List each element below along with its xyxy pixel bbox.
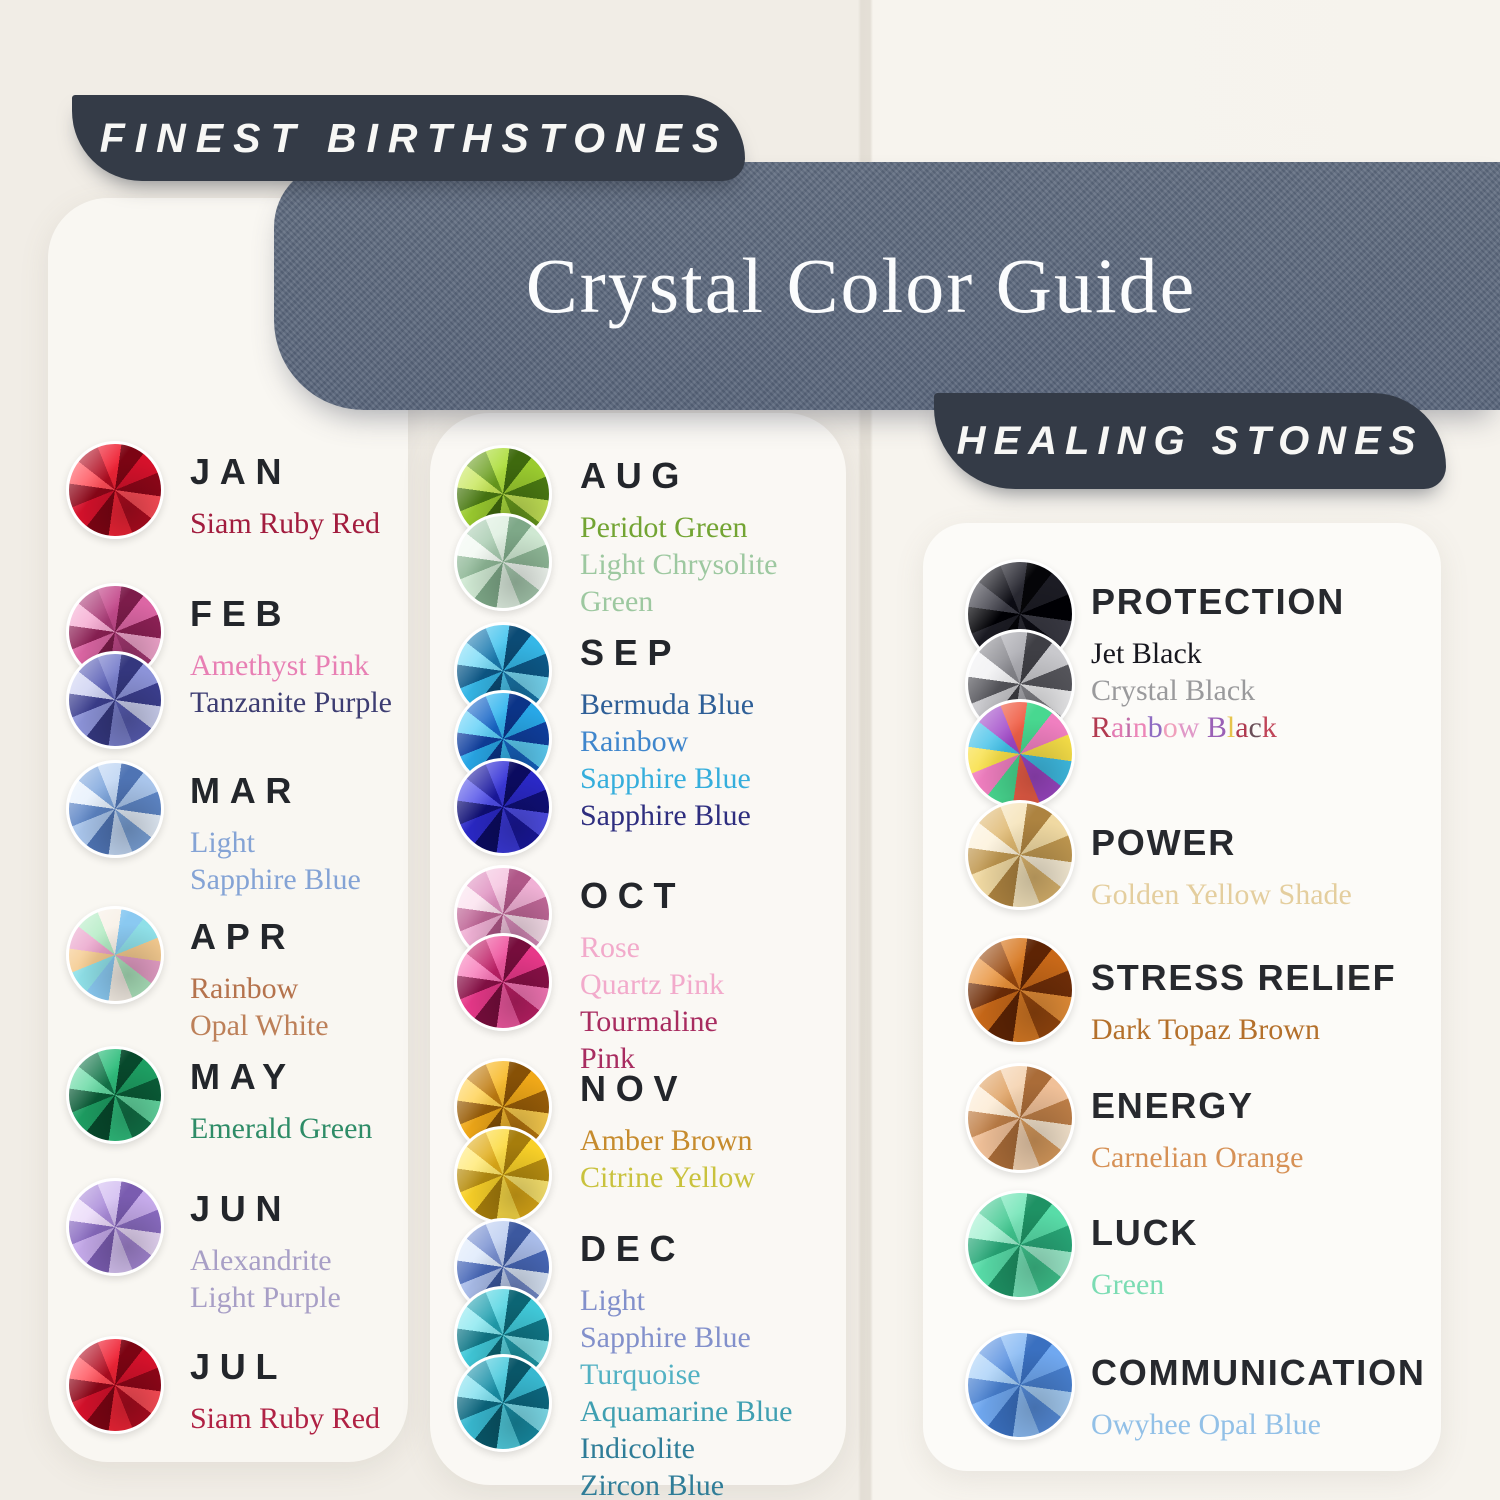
owyhee-opal-blue-gem-icon bbox=[965, 1330, 1075, 1440]
gem-stack bbox=[66, 1178, 164, 1276]
month-label: JUN bbox=[190, 1188, 292, 1229]
stone-name: Alexandrite bbox=[190, 1244, 332, 1277]
finest-birthstones-ribbon-label: FINEST BIRTHSTONES bbox=[99, 114, 730, 161]
month-label: FEB bbox=[190, 593, 292, 634]
stone-name: Light bbox=[190, 826, 255, 859]
stone-name: Light Chrysolite bbox=[580, 548, 778, 581]
stone-name: Aquamarine Blue bbox=[580, 1395, 793, 1428]
gem-stack bbox=[66, 1046, 164, 1144]
emerald-green-gem-icon bbox=[66, 1046, 164, 1144]
gem-stack bbox=[965, 935, 1075, 1045]
gem-stack bbox=[965, 800, 1075, 910]
birthstone-entry-jul bbox=[66, 1336, 380, 1439]
healing-label: LUCK bbox=[1091, 1212, 1199, 1253]
healing-stones-ribbon bbox=[934, 393, 1446, 489]
birthstone-entry-dec bbox=[454, 1218, 792, 1500]
gem-stack bbox=[454, 622, 552, 856]
gem-stack bbox=[454, 445, 552, 611]
birthstone-entry-aug bbox=[454, 445, 778, 622]
stone-name: Emerald Green bbox=[190, 1112, 373, 1145]
healing-label: STRESS RELIEF bbox=[1091, 957, 1397, 998]
gem-stack bbox=[454, 1058, 552, 1224]
siam-ruby-red-gem-icon bbox=[66, 441, 164, 539]
month-label: SEP bbox=[580, 632, 682, 673]
gem-stack bbox=[66, 1336, 164, 1434]
healing-entry-stress-relief bbox=[965, 935, 1396, 1050]
stone-name: Citrine Yellow bbox=[580, 1161, 756, 1194]
stone-name: Peridot Green bbox=[580, 511, 748, 544]
stone-name: Indicolite bbox=[580, 1432, 695, 1465]
birthstone-entry-jan bbox=[66, 441, 380, 544]
month-label: MAR bbox=[190, 770, 302, 811]
month-label: JAN bbox=[190, 451, 292, 492]
stone-name: Sapphire Blue bbox=[580, 762, 751, 795]
gem-stack bbox=[965, 1190, 1075, 1300]
gem-stack bbox=[66, 906, 164, 1004]
stone-name: Jet Black bbox=[1091, 637, 1202, 670]
stone-name: Tourmaline bbox=[580, 1005, 718, 1038]
stone-name: Quartz Pink bbox=[580, 968, 725, 1001]
tourmaline-pink-gem-icon bbox=[454, 933, 552, 1031]
birthstone-entry-jun bbox=[66, 1178, 341, 1318]
gem-stack bbox=[454, 1218, 552, 1452]
stone-name: Rainbow bbox=[580, 725, 689, 758]
healing-entry-communication bbox=[965, 1330, 1426, 1445]
stone-name: Sapphire Blue bbox=[580, 799, 751, 832]
healing-entry-energy bbox=[965, 1063, 1303, 1178]
gem-stack bbox=[965, 1063, 1075, 1173]
stone-name: Amber Brown bbox=[580, 1124, 753, 1157]
aquamarine-blue-gem-icon bbox=[454, 1354, 552, 1452]
stone-name: Dark Topaz Brown bbox=[1091, 1013, 1320, 1046]
birthstone-entry-apr bbox=[66, 906, 329, 1046]
healing-label: POWER bbox=[1091, 822, 1237, 863]
birthstones-panel-mid bbox=[430, 413, 846, 1500]
stone-name: Owyhee Opal Blue bbox=[1091, 1408, 1321, 1441]
stone-name: Crystal Black bbox=[1091, 674, 1256, 707]
gem-stack bbox=[66, 760, 164, 858]
gem-stack bbox=[66, 583, 164, 749]
rainbow-opal-white-gem-icon bbox=[66, 906, 164, 1004]
carnelian-orange-gem-icon bbox=[965, 1063, 1075, 1173]
luck-green-gem-icon bbox=[965, 1190, 1075, 1300]
month-label: NOV bbox=[580, 1068, 688, 1109]
month-label: APR bbox=[190, 916, 296, 957]
citrine-yellow-gem-icon bbox=[454, 1126, 552, 1224]
healing-label: PROTECTION bbox=[1091, 581, 1346, 622]
stone-name: Rose bbox=[580, 931, 640, 964]
stone-name: Bermuda Blue bbox=[580, 688, 755, 721]
gem-stack bbox=[66, 441, 164, 539]
golden-yellow-gem-icon bbox=[965, 800, 1075, 910]
stone-name: Green bbox=[580, 585, 654, 618]
stone-name: Green bbox=[1091, 1268, 1165, 1301]
rainbow-black-gem-icon bbox=[965, 699, 1075, 809]
finest-birthstones-ribbon bbox=[72, 95, 745, 181]
title-banner bbox=[274, 162, 1500, 410]
healing-entry-power bbox=[965, 800, 1352, 915]
healing-label: ENERGY bbox=[1091, 1085, 1254, 1126]
stone-name: Sapphire Blue bbox=[190, 863, 361, 896]
stone-name: Opal White bbox=[190, 1009, 329, 1042]
alexandrite-light-purple-gem-icon bbox=[66, 1178, 164, 1276]
healing-stones-panel bbox=[923, 523, 1441, 1471]
healing-label: COMMUNICATION bbox=[1091, 1352, 1426, 1393]
stone-name: Tanzanite Purple bbox=[190, 686, 392, 719]
stone-name: Pink bbox=[580, 1042, 636, 1075]
month-label: MAY bbox=[190, 1056, 296, 1097]
stone-name: Rainbow bbox=[190, 972, 299, 1005]
stone-name: Amethyst Pink bbox=[190, 649, 370, 682]
stone-name: Turquoise bbox=[580, 1358, 701, 1391]
stone-name: Siam Ruby Red bbox=[190, 1402, 381, 1435]
healing-entry-protection bbox=[965, 559, 1345, 809]
healing-entry-luck bbox=[965, 1190, 1198, 1305]
gem-stack bbox=[965, 559, 1075, 809]
siam-ruby-red-gem-icon bbox=[66, 1336, 164, 1434]
stone-name: Light bbox=[580, 1284, 645, 1317]
light-chrysolite-green-gem-icon bbox=[454, 513, 552, 611]
page-title: Crystal Color Guide bbox=[525, 242, 1197, 329]
month-label: OCT bbox=[580, 875, 686, 916]
gem-stack bbox=[965, 1330, 1075, 1440]
stone-name: Siam Ruby Red bbox=[190, 507, 381, 540]
birthstone-entry-mar bbox=[66, 760, 361, 900]
light-sapphire-blue-gem-icon bbox=[66, 760, 164, 858]
birthstone-entry-sep bbox=[454, 622, 754, 856]
birthstone-entry-oct bbox=[454, 865, 724, 1079]
month-label: DEC bbox=[580, 1228, 686, 1269]
stone-name: Light Purple bbox=[190, 1281, 341, 1314]
stone-name: Sapphire Blue bbox=[580, 1321, 751, 1354]
birthstone-entry-nov bbox=[454, 1058, 755, 1224]
sapphire-blue-gem-icon bbox=[454, 758, 552, 856]
stone-name: Carnelian Orange bbox=[1091, 1141, 1304, 1174]
tanzanite-purple-gem-icon bbox=[66, 651, 164, 749]
stone-name: Zircon Blue bbox=[580, 1469, 725, 1500]
month-label: JUL bbox=[190, 1346, 288, 1387]
healing-stones-ribbon-label: HEALING STONES bbox=[956, 418, 1424, 463]
birthstone-entry-feb bbox=[66, 583, 392, 749]
gem-stack bbox=[454, 865, 552, 1031]
stone-name: Golden Yellow Shade bbox=[1091, 878, 1352, 911]
dark-topaz-brown-gem-icon bbox=[965, 935, 1075, 1045]
month-label: AUG bbox=[580, 455, 690, 496]
birthstone-entry-may bbox=[66, 1046, 372, 1149]
stone-name-rainbow-black: Rainbow Black bbox=[1091, 711, 1277, 744]
